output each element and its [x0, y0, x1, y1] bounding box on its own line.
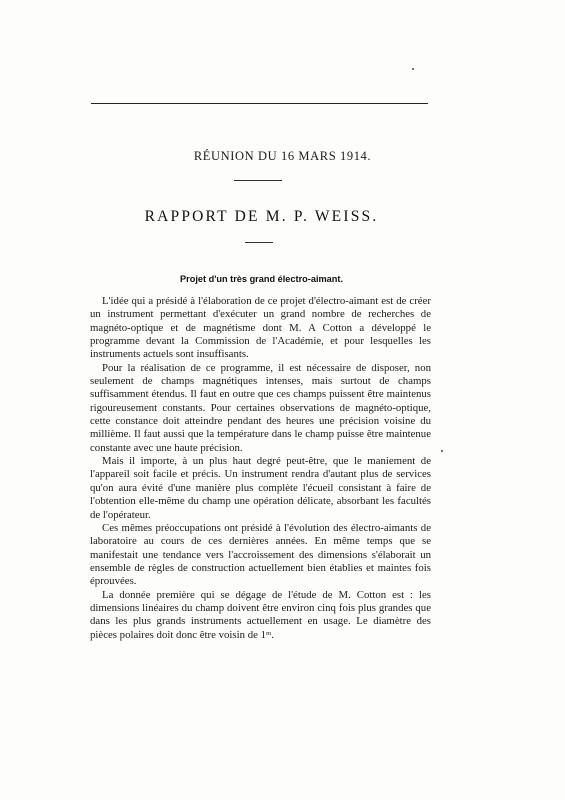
paragraph: Ces mêmes préoccupations ont présidé à l'évolution des électro-aimants de laboratoire au cours de ces dernières années. En même temps que se manifestait une tendance vers l'accroissement des dimensions s'élaborait un ensemble de règles de construction actuellement bien établies et maintes fois éprouvées.	[90, 521, 431, 588]
paragraph: Mais il importe, à un plus haut degré peut-être, que le maniement de l'appareil soit facile et précis. Un instrument rendra d'autant plus de services qu'on aura évité d'une manière plus complète l'écueil consistant à faire de l'obtention elle-même du champ une opération délicate, absorbant les facultés de l'opérateur.	[90, 455, 431, 521]
paragraph: Pour la réalisation de ce programme, il est nécessaire de disposer, non seulement de champs magnétiques intenses, mais surtout de champs suffisamment étendus. Il faut en outre que ces champs puissent être maintenus rigoureusement constants. Pour certaines observations de magnéto-optique, cette constance doit atteindre pendant des heures une précision voisine du millième. Il faut aussi que la température dans le champ puisse être maintenue constante avec une haute précision.	[90, 361, 431, 454]
title-separator-rule	[245, 242, 273, 243]
report-body	[90, 295, 431, 642]
paragraph: L'idée qui a présidé à l'élaboration de ce projet d'électro-aimant est de créer un instrument permettant d'exécuter un grand nombre de recherches de magnéto-optique et de magnétisme dont M. A Cotton a développé le programme devant la Commission de l'Académie, et pour lesquelles les instruments actuels sont insuffisants.	[90, 295, 431, 361]
header-rule	[91, 103, 428, 104]
paragraph: La donnée première qui se dégage de l'étude de M. Cotton est : les dimensions linéaires du champ doivent être environ cinq fois plus grandes que dans les plus grands instruments actuellement en usage. Le diamètre des pièces polaires doit donc être voisin de 1ᵐ.	[90, 588, 431, 641]
section-heading: Projet d'un très grand électro-aimant.	[180, 274, 343, 284]
meeting-date-heading: RÉUNION DU 16 MARS 1914.	[193, 149, 372, 163]
print-speck	[441, 450, 443, 452]
report-title: RAPPORT DE M. P. WEISS.	[144, 208, 379, 225]
date-separator-rule	[234, 180, 282, 181]
print-speck	[412, 68, 414, 70]
